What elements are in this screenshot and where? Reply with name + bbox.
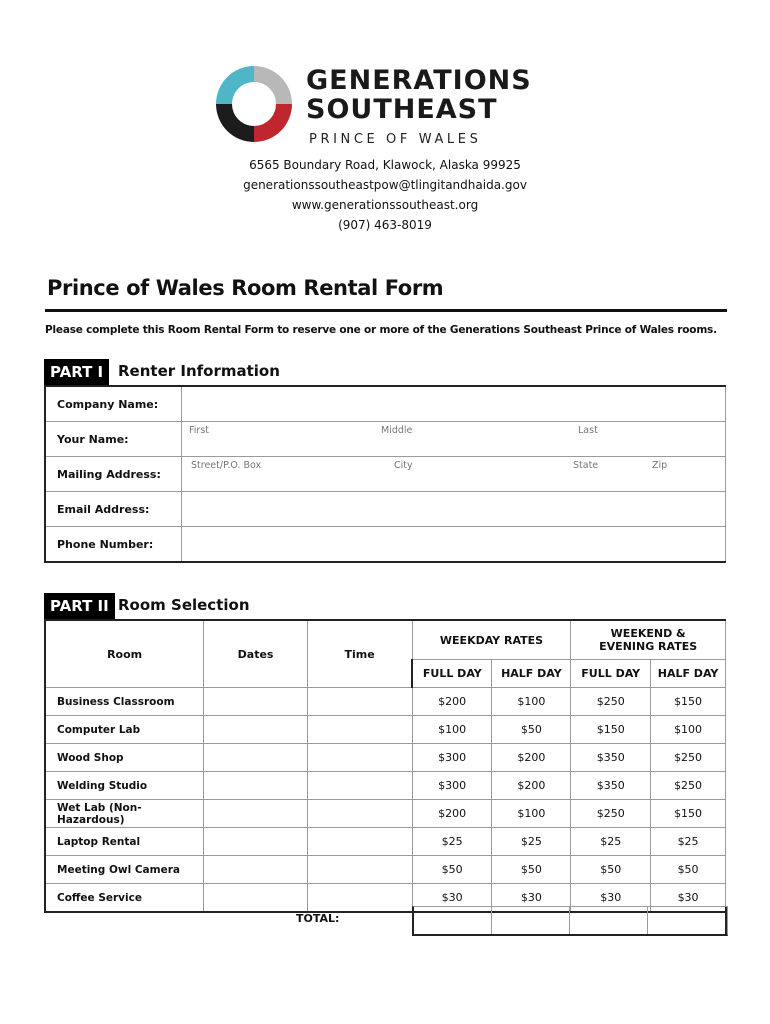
addr-street-hint: Street/P.O. Box xyxy=(191,460,262,471)
table-row xyxy=(45,828,726,856)
dates-field[interactable] xyxy=(204,884,308,913)
table-row xyxy=(45,744,726,772)
room-name: Wood Shop xyxy=(45,744,204,772)
table-row xyxy=(45,772,726,800)
time-field[interactable] xyxy=(307,688,412,716)
table-row xyxy=(45,688,726,716)
renter-information-table xyxy=(44,385,726,563)
part1-title: Renter Information xyxy=(118,362,280,380)
weekend-full-day-price: $30 xyxy=(571,884,651,913)
weekday-half-day-price: $200 xyxy=(492,744,571,772)
contact-phone: (907) 463-8019 xyxy=(338,218,432,232)
time-field[interactable] xyxy=(307,744,412,772)
weekday-full-day-price: $50 xyxy=(412,856,492,884)
weekend-half-day-price: $100 xyxy=(651,716,726,744)
contact-email[interactable]: generationssoutheastpow@tlingitandhaida.gov xyxy=(243,178,527,192)
table-row xyxy=(45,800,726,828)
total-weekday-half-day-field[interactable] xyxy=(492,907,570,934)
name-first-hint: First xyxy=(189,425,209,436)
weekday-half-day-price: $50 xyxy=(492,716,571,744)
weekend-half-day-price: $250 xyxy=(651,772,726,800)
weekday-half-day-price: $25 xyxy=(492,828,571,856)
company-name-field[interactable] xyxy=(182,386,726,422)
room-name: Coffee Service xyxy=(45,884,204,913)
page-title: Prince of Wales Room Rental Form xyxy=(47,276,444,300)
logo-line-southeast: SOUTHEAST xyxy=(306,94,498,125)
intro-text: Please complete this Room Rental Form to reserve one or more of the Generations Southeast Prince of Wales rooms. xyxy=(45,324,717,336)
weekend-full-day-price: $25 xyxy=(571,828,651,856)
weekend-half-day-price: $30 xyxy=(651,884,726,913)
header-dates: Dates xyxy=(204,620,308,688)
weekend-full-day-price: $250 xyxy=(571,800,651,828)
weekday-full-day-price: $25 xyxy=(412,828,492,856)
room-name: Meeting Owl Camera xyxy=(45,856,204,884)
time-field[interactable] xyxy=(307,716,412,744)
dates-field[interactable] xyxy=(204,828,308,856)
time-field[interactable] xyxy=(307,772,412,800)
dates-field[interactable] xyxy=(204,688,308,716)
total-weekend-full-day-field[interactable] xyxy=(570,907,648,934)
weekend-half-day-price: $50 xyxy=(651,856,726,884)
header-weekday-full-day: FULL DAY xyxy=(412,660,492,688)
contact-website[interactable]: www.generationssoutheast.org xyxy=(291,198,479,212)
total-weekday-full-day-field[interactable] xyxy=(414,907,492,934)
room-name: Computer Lab xyxy=(45,716,204,744)
time-field[interactable] xyxy=(307,828,412,856)
time-field[interactable] xyxy=(307,800,412,828)
weekend-full-day-price: $150 xyxy=(571,716,651,744)
weekday-half-day-price: $200 xyxy=(492,772,571,800)
weekend-full-day-price: $50 xyxy=(571,856,651,884)
room-name: Business Classroom xyxy=(45,688,204,716)
total-fields xyxy=(412,906,728,936)
weekend-half-day-price: $250 xyxy=(651,744,726,772)
header-weekday-rates: WEEKDAY RATES xyxy=(412,620,571,660)
weekend-full-day-price: $250 xyxy=(571,688,651,716)
weekday-full-day-price: $300 xyxy=(412,744,492,772)
weekday-half-day-price: $100 xyxy=(492,800,571,828)
header-weekend-half-day: HALF DAY xyxy=(651,660,726,688)
addr-state-hint: State xyxy=(573,460,599,471)
organization-logo xyxy=(210,60,530,152)
title-rule xyxy=(45,309,727,312)
weekend-half-day-price: $150 xyxy=(651,688,726,716)
company-name-label: Company Name: xyxy=(45,386,182,422)
logo-line-generations: GENERATIONS xyxy=(306,65,532,96)
dates-field[interactable] xyxy=(204,800,308,828)
weekend-full-day-price: $350 xyxy=(571,744,651,772)
part2-tag: PART II xyxy=(44,593,115,619)
room-name: Welding Studio xyxy=(45,772,204,800)
addr-zip-hint: Zip xyxy=(652,460,668,471)
weekend-half-day-price: $25 xyxy=(651,828,726,856)
email-address-label: Email Address: xyxy=(45,492,182,527)
part2-title: Room Selection xyxy=(118,596,250,614)
table-row xyxy=(45,716,726,744)
weekday-half-day-price: $50 xyxy=(492,856,571,884)
name-last-hint: Last xyxy=(578,425,598,436)
weekday-full-day-price: $300 xyxy=(412,772,492,800)
phone-number-label: Phone Number: xyxy=(45,527,182,563)
header-weekend-line1: WEEKEND & xyxy=(610,627,686,640)
dates-field[interactable] xyxy=(204,744,308,772)
weekday-full-day-price: $30 xyxy=(412,884,492,913)
your-name-field[interactable] xyxy=(182,422,726,457)
time-field[interactable] xyxy=(307,856,412,884)
weekend-full-day-price: $350 xyxy=(571,772,651,800)
contact-block xyxy=(0,155,770,235)
header-weekend-line2: EVENING RATES xyxy=(599,640,698,653)
room-name: Laptop Rental xyxy=(45,828,204,856)
contact-address: 6565 Boundary Road, Klawock, Alaska 99925 xyxy=(249,158,521,172)
mailing-address-field[interactable] xyxy=(182,457,726,492)
part1-tag: PART I xyxy=(44,359,109,385)
dates-field[interactable] xyxy=(204,856,308,884)
weekday-half-day-price: $30 xyxy=(492,884,571,913)
room-name: Wet Lab (Non-Hazardous) xyxy=(45,800,204,828)
phone-number-field[interactable] xyxy=(182,527,726,563)
email-address-field[interactable] xyxy=(182,492,726,527)
time-field[interactable] xyxy=(307,884,412,913)
header-weekend-full-day: FULL DAY xyxy=(571,660,651,688)
mailing-address-label: Mailing Address: xyxy=(45,457,182,492)
addr-city-hint: City xyxy=(394,460,413,471)
table-row xyxy=(45,856,726,884)
header-weekend-rates xyxy=(571,620,726,660)
weekday-full-day-price: $100 xyxy=(412,716,492,744)
weekday-full-day-price: $200 xyxy=(412,800,492,828)
header-weekday-half-day: HALF DAY xyxy=(492,660,571,688)
header-room: Room xyxy=(45,620,204,688)
dates-field[interactable] xyxy=(204,772,308,800)
weekend-half-day-price: $150 xyxy=(651,800,726,828)
total-weekend-half-day-field[interactable] xyxy=(648,907,727,934)
name-middle-hint: Middle xyxy=(381,425,413,436)
header-time: Time xyxy=(307,620,412,688)
your-name-label: Your Name: xyxy=(45,422,182,457)
dates-field[interactable] xyxy=(204,716,308,744)
weekday-half-day-price: $100 xyxy=(492,688,571,716)
total-label: TOTAL: xyxy=(296,912,340,925)
logo-line-prince-of-wales: PRINCE OF WALES xyxy=(309,132,482,147)
logo-ring-icon xyxy=(210,60,298,148)
weekday-full-day-price: $200 xyxy=(412,688,492,716)
room-selection-table xyxy=(44,619,726,913)
